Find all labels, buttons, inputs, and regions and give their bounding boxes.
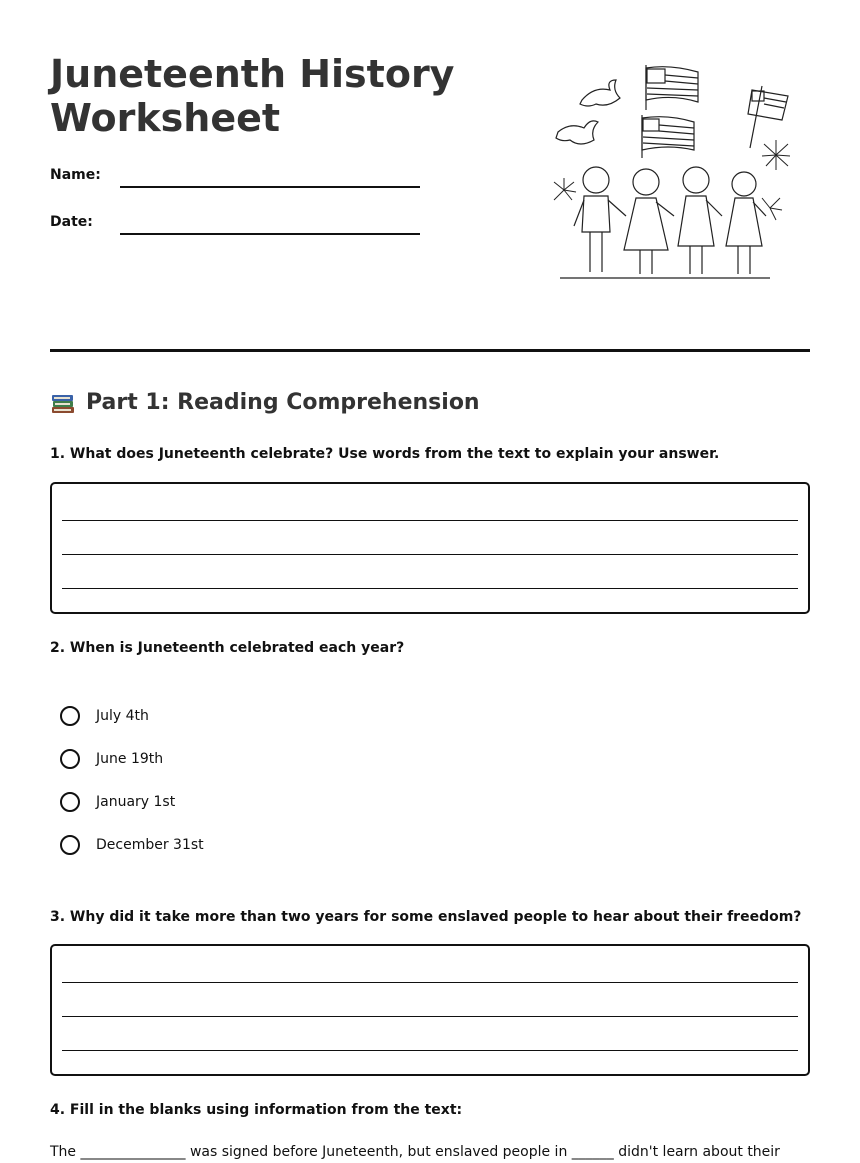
section-title	[50, 388, 480, 418]
answer-line[interactable]	[62, 520, 798, 521]
fill-blank-sentence	[50, 1141, 810, 1163]
question-1: 1. What does Juneteenth celebrate? Use words from the text to explain your answer.	[50, 446, 720, 462]
children-icon	[560, 167, 770, 278]
option-label: December 31st	[96, 837, 204, 853]
header-divider	[50, 349, 810, 352]
flag-icon	[748, 86, 788, 148]
name-label: Name:	[50, 167, 101, 183]
sentence-part: didn't learn about their	[618, 1144, 780, 1160]
name-input-line[interactable]	[120, 186, 420, 188]
radio-button[interactable]	[60, 835, 80, 855]
blank-1[interactable]: _______________	[80, 1144, 186, 1160]
dove-icon	[580, 80, 620, 106]
sentence-part: was signed before Juneteenth, but enslaved people in	[189, 1144, 568, 1160]
book-stack-icon	[50, 390, 76, 416]
flag-icon	[646, 65, 698, 110]
firework-icon	[762, 198, 782, 220]
question-4: 4. Fill in the blanks using information from the text:	[50, 1102, 463, 1118]
answer-line[interactable]	[62, 554, 798, 555]
worksheet-page	[50, 0, 810, 1161]
answer-line[interactable]	[62, 1050, 798, 1051]
answer-line[interactable]	[62, 588, 798, 589]
section-title-text: Part 1: Reading Comprehension	[86, 390, 480, 415]
option-december-31st[interactable]	[60, 832, 204, 858]
firework-icon	[554, 178, 576, 200]
dove-icon	[556, 121, 598, 144]
blank-2[interactable]: ______	[571, 1144, 614, 1160]
date-input-line[interactable]	[120, 233, 420, 235]
flag-icon	[642, 115, 694, 158]
answer-box-3[interactable]	[50, 944, 810, 1076]
option-january-1st[interactable]	[60, 789, 175, 815]
option-june-19th[interactable]	[60, 746, 163, 772]
answer-box-1[interactable]	[50, 482, 810, 614]
celebration-illustration	[550, 60, 790, 285]
option-label: July 4th	[96, 708, 149, 724]
radio-button[interactable]	[60, 749, 80, 769]
sentence-part: The	[50, 1144, 77, 1160]
question-2: 2. When is Juneteenth celebrated each year?	[50, 640, 405, 656]
option-label: June 19th	[96, 751, 164, 767]
option-july-4th[interactable]	[60, 703, 149, 729]
answer-line[interactable]	[62, 982, 798, 983]
answer-line[interactable]	[62, 1016, 798, 1017]
radio-button[interactable]	[60, 706, 80, 726]
firework-icon	[762, 140, 790, 170]
name-field	[50, 166, 430, 196]
radio-button[interactable]	[60, 792, 80, 812]
option-label: January 1st	[96, 794, 176, 810]
date-label: Date:	[50, 214, 93, 230]
date-field	[50, 213, 430, 243]
worksheet-title: Juneteenth History Worksheet	[50, 52, 455, 140]
question-3: 3. Why did it take more than two years for some enslaved people to hear about their freedom?	[50, 909, 802, 925]
